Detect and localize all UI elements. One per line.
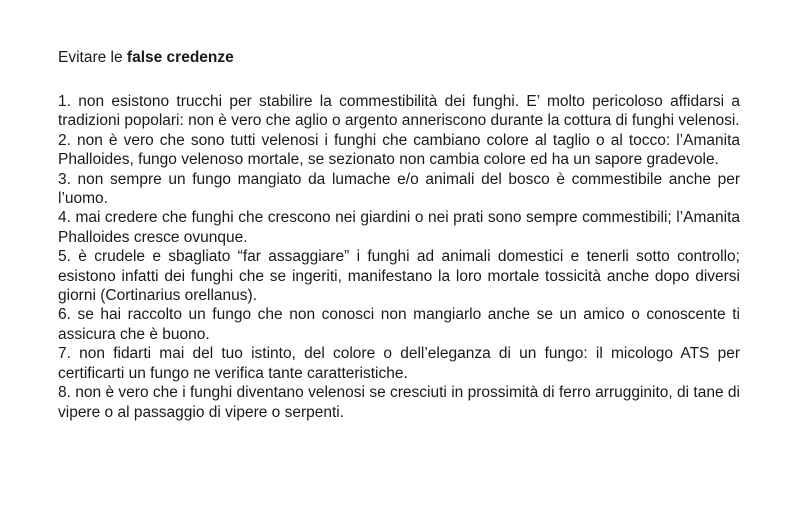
list-item: 7. non fidarti mai del tuo istinto, del colore o dell’eleganza di un fungo: il micologo ATS per certificarti un fungo ne verifica tante caratteristiche. <box>58 345 740 382</box>
page-title <box>58 48 740 68</box>
list-item: 8. non è vero che i funghi diventano velenosi se cresciuti in prossimità di ferro arrugginito, di tane di vipere o al passaggio di vipere o serpenti. <box>58 384 740 421</box>
document-page <box>58 48 740 422</box>
title-prefix: Evitare le <box>58 49 127 66</box>
list-item: 4. mai credere che funghi che crescono nei giardini o nei prati sono sempre commestibili; l’Amanita Phalloides cresce ovunque. <box>58 209 740 246</box>
list-item: 1. non esistono trucchi per stabilire la commestibilità dei funghi. E’ molto pericoloso affidarsi a tradizioni popolari: non è vero che aglio o argento anneriscono durante la cottura di funghi velenosi. <box>58 93 740 130</box>
title-emphasis: false credenze <box>126 49 234 66</box>
list-item: 3. non sempre un fungo mangiato da lumache e/o animali del bosco è commestibile anche per l’uomo. <box>58 170 740 208</box>
beliefs-list <box>58 92 740 422</box>
list-item: 2. non è vero che sono tutti velenosi i funghi che cambiano colore al taglio o al tocco: l’Amanita Phalloides, fungo velenoso mortale, se sezionato non cambia colore ed ha un sapore gradevole. <box>58 131 740 169</box>
list-item: 5. è crudele e sbagliato “far assaggiare” i funghi ad animali domestici e tenerli sotto controllo; esistono infatti dei funghi che se ingeriti, manifestano la loro mortale tossicità anche dopo diversi giorni (Cortinarius orellanus). <box>58 248 740 305</box>
list-item: 6. se hai raccolto un fungo che non conosci non mangiarlo anche se un amico o conoscente ti assicura che è buono. <box>58 306 740 343</box>
